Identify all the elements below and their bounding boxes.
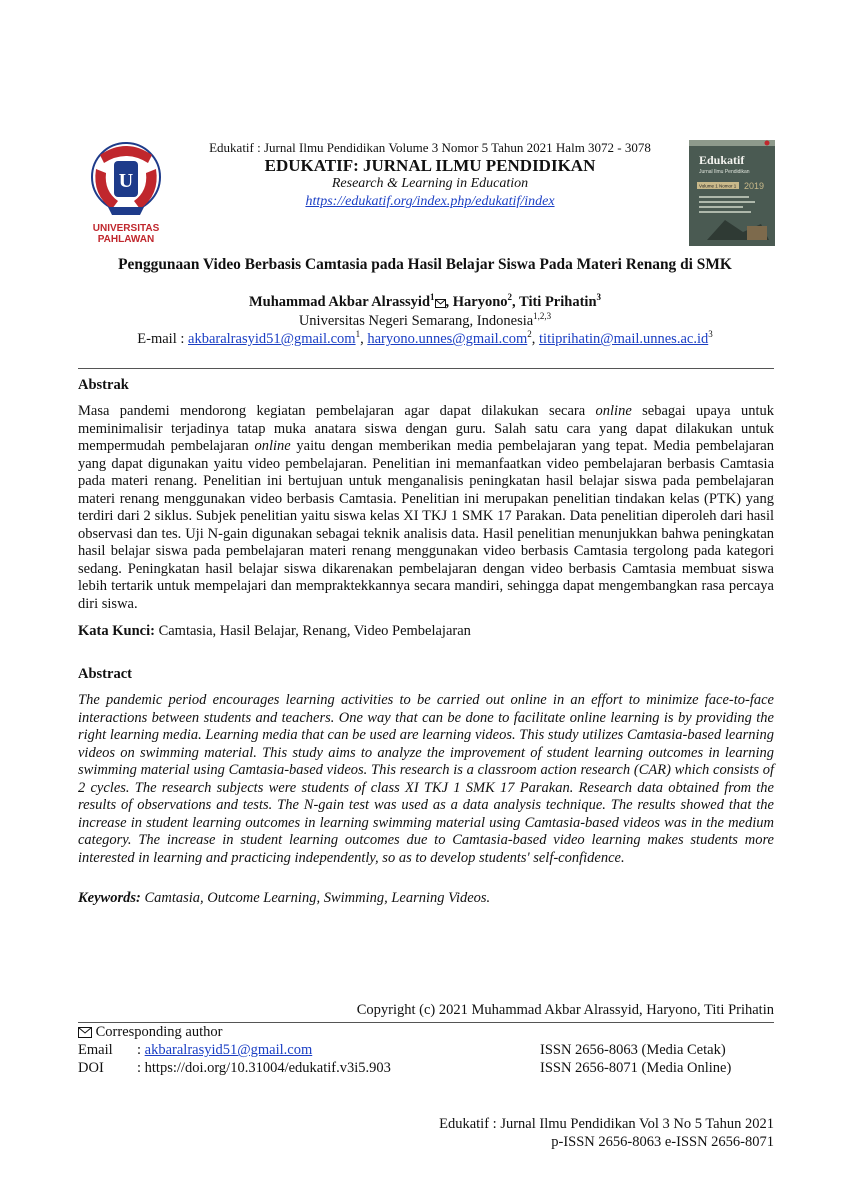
issn-online: ISSN 2656-8071 (Media Online) bbox=[540, 1060, 732, 1076]
svg-text:Volume 1 Nomor 1: Volume 1 Nomor 1 bbox=[699, 183, 737, 189]
abstrak-text: Masa pandemi mendorong kegiatan pembelajaran agar dapat dilakukan secara online sebagai upaya untuk meminimalisir terjadinya tatap muka anatara siswa dengan guru. Salah satu cara yang dapat dilakukan untuk mempermudah pembelajaran online yaitu dengan memberikan media pembelajaran yang tepat. Media pembelajaran yang dapat digunakan yaitu video pembelajaran. Penelitian ini memanfaatkan video pembelajaran berbasis Camtasia pada materi renang. Penelitian ini bertujuan untuk menganalisis peningkatan hasil belajar siswa pada pembelajaran materi renang menggunakan video berbasis Camtasia. Penelitian ini merupakan penelitian tindakan kelas (PTK) yang terdiri dari 2 siklus. Subjek penelitian yaitu siswa kelas XI TKJ 1 SMK 17 Parakan. Data penelitian diperoleh dari hasil observasi dan tes. Uji N-gain digunakan sebagai teknik analisis data. Hasil penelitian menunjukkan bahwa peningkatan hasil belajar siswa pada pembelajaran materi renang menggunakan video berbasis Camtasia tergolong pada kategori sedang. Peningkatan hasil belajar siswa dikarenakan pembelajaran dengan video berbasis Camtasia membuat siswa lebih tertarik untuk mempelajari dan mempraktekkannya secara mandiri, sehingga dapat mengembangkan rasa percaya diri siswa. bbox=[78, 403, 774, 612]
email-link[interactable]: haryono.unnes@gmail.com bbox=[367, 331, 528, 347]
journal-name: EDUKATIF: JURNAL ILMU PENDIDIKAN bbox=[264, 156, 596, 175]
author-list: Muhammad Akbar Alrassyid$^1$ , Haryono$^2$, Titi Prihatin$^3$ bbox=[40, 294, 810, 313]
envelope-icon bbox=[78, 1026, 92, 1043]
doi-value: : https://doi.org/10.31004/edukatif.v3i5.903 bbox=[137, 1060, 391, 1076]
svg-text:Edukatif: Edukatif bbox=[699, 153, 745, 167]
svg-text:2019: 2019 bbox=[744, 181, 765, 191]
author-name: Muhammad Akbar Alrassyid bbox=[248, 294, 431, 310]
copyright-notice: Copyright (c) 2021 Muhammad Akbar Alrassyid, Haryono, Titi Prihatin bbox=[356, 1002, 774, 1018]
doi-label: DOI bbox=[78, 1060, 104, 1076]
university-logo bbox=[78, 135, 174, 247]
divider bbox=[78, 368, 774, 369]
keywords: Keywords: Camtasia, Outcome Learning, Swimming, Learning Videos. bbox=[78, 890, 491, 906]
svg-text:PAHLAWAN: PAHLAWAN bbox=[97, 234, 155, 245]
corresponding-email-link[interactable]: akbaralrasyid51@gmail.com bbox=[144, 1042, 313, 1058]
author-name: , Titi Prihatin bbox=[512, 294, 597, 310]
svg-text:Jurnal Ilmu Pendidikan: Jurnal Ilmu Pendidikan bbox=[699, 169, 750, 175]
envelope-icon bbox=[435, 296, 446, 313]
svg-text:UNIVERSITAS: UNIVERSITAS bbox=[92, 223, 160, 234]
email-link[interactable]: titiprihatin@mail.unnes.ac.id bbox=[539, 331, 709, 347]
divider bbox=[78, 1022, 774, 1023]
author-emails: E-mail : akbaralrasyid51@gmail.com$^1$, haryono.unnes@gmail.com$^2$, $titiprihatin@mail.unnes.ac.id^3$ bbox=[137, 329, 713, 347]
abstract-text: The pandemic period encourages learning activities to be carried out online in an effort to minimize face-to-face interactions between students and teachers. One way that can be done to facilitate online learning is by providing the right learning media. Learning media that can be used are learning videos. This study utilizes Camtasia-based learning videos on swimming material. This study aims to analyze the improvement of student learning outcomes in learning swimming material using Camtasia-based videos. This research is a classroom action research (CAR) which consists of 2 cycles. The research subjects were students of class XI TKJ 1 SMK 17 Parakan. Research data obtained from the results of observations and tests. The N-gain test was used as a data analysis technique. The results showed that the increase in student learning outcomes in learning swimming material using Camtasia-based videos was in the medium category. The increase in student learning outcomes due to Camtasia-based video learning makes students more interested in learning and practicing independently, so as to develop students' self-confidence. bbox=[78, 692, 774, 866]
journal-issue-line: Edukatif : Jurnal Ilmu Pendidikan Volume 3 Nomor 5 Tahun 2021 Halm 3072 - 3078 bbox=[209, 140, 651, 155]
issn-print: ISSN 2656-8063 (Media Cetak) bbox=[540, 1042, 726, 1058]
journal-url-link[interactable]: https://edukatif.org/index.php/edukatif/index bbox=[305, 194, 555, 209]
email-label: Email bbox=[78, 1042, 113, 1058]
author-name: , Haryono bbox=[445, 294, 508, 310]
journal-cover-image bbox=[689, 140, 775, 246]
journal-tagline: Research & Learning in Education bbox=[331, 176, 529, 191]
affiliation: Universitas Negeri Semarang, Indonesia$^{1,2,3}$ bbox=[298, 311, 552, 329]
running-footer-issn: p-ISSN 2656-8063 e-ISSN 2656-8071 bbox=[551, 1134, 774, 1150]
abstrak-heading: Abstrak bbox=[78, 377, 129, 393]
kata-kunci: Kata Kunci: Camtasia, Hasil Belajar, Renang, Video Pembelajaran bbox=[78, 623, 471, 639]
abstract-heading: Abstract bbox=[78, 666, 132, 682]
email-link[interactable]: akbaralrasyid51@gmail.com bbox=[188, 331, 356, 347]
svg-text:U: U bbox=[118, 170, 134, 192]
running-footer: Edukatif : Jurnal Ilmu Pendidikan Vol 3 No 5 Tahun 2021 bbox=[439, 1116, 774, 1132]
corresponding-author: Corresponding author bbox=[78, 1024, 222, 1043]
article-title: Penggunaan Video Berbasis Camtasia pada Hasil Belajar Siswa Pada Materi Renang di SMK bbox=[118, 256, 732, 273]
